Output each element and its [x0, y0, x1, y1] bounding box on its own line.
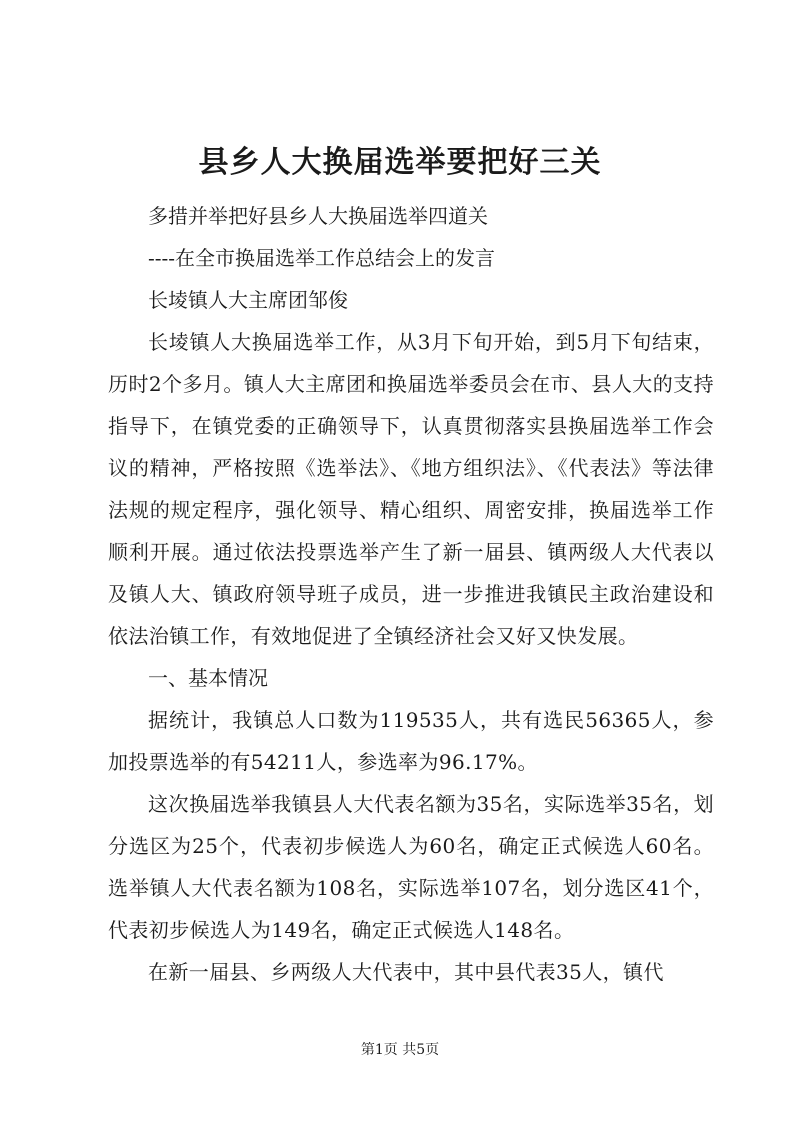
intro-paragraph: 长堎镇人大换届选举工作，从3月下旬开始，到5月下旬结束，历时2个多月。镇人大主席团和换届选举委员会在市、县人大的支持指导下，在镇党委的正确领导下，认真贯彻落实县换届选举工作会议的精神，严格按照《选举法》、《地方组织法》、《代表法》等法律法规的规定程序，强化领导、精心组织、周密安排，换届选举工作顺利开展。通过依法投票选举产生了新一届县、镇两级人大代表以及镇人大、镇政府领导班子成员，进一步推进我镇民主政治建设和依法治镇工作，有效地促进了全镇经济社会又好又快发展。: [108, 330, 714, 648]
speech-note: ----在全市换届选举工作总结会上的发言: [148, 246, 496, 270]
page-footer: 第1页 共5页: [360, 1042, 440, 1058]
composition-paragraph: 在新一届县、乡两级人大代表中，其中县代表35人，镇代: [148, 960, 664, 984]
document-subtitle: 多措并举把好县乡人大换届选举四道关: [148, 204, 488, 228]
quota-paragraph: 这次换届选举我镇县人大代表名额为35名，实际选举35名，划分选区为25个，代表初步候选人为60名，确定正式候选人60名。选举镇人大代表名额为108名，实际选举107名，划分选区41个，代表初步候选人为149名，确定正式候选人148名。: [108, 792, 714, 942]
document-title: 县乡人大换届选举要把好三关: [198, 145, 602, 180]
author-line: 长堎镇人大主席团邹俊: [148, 288, 348, 312]
section-heading-basic-info: 一、基本情况: [148, 666, 268, 690]
stats-paragraph: 据统计，我镇总人口数为119535人，共有选民56365人，参加投票选举的有54211人，参选率为96.17%。: [108, 708, 714, 774]
